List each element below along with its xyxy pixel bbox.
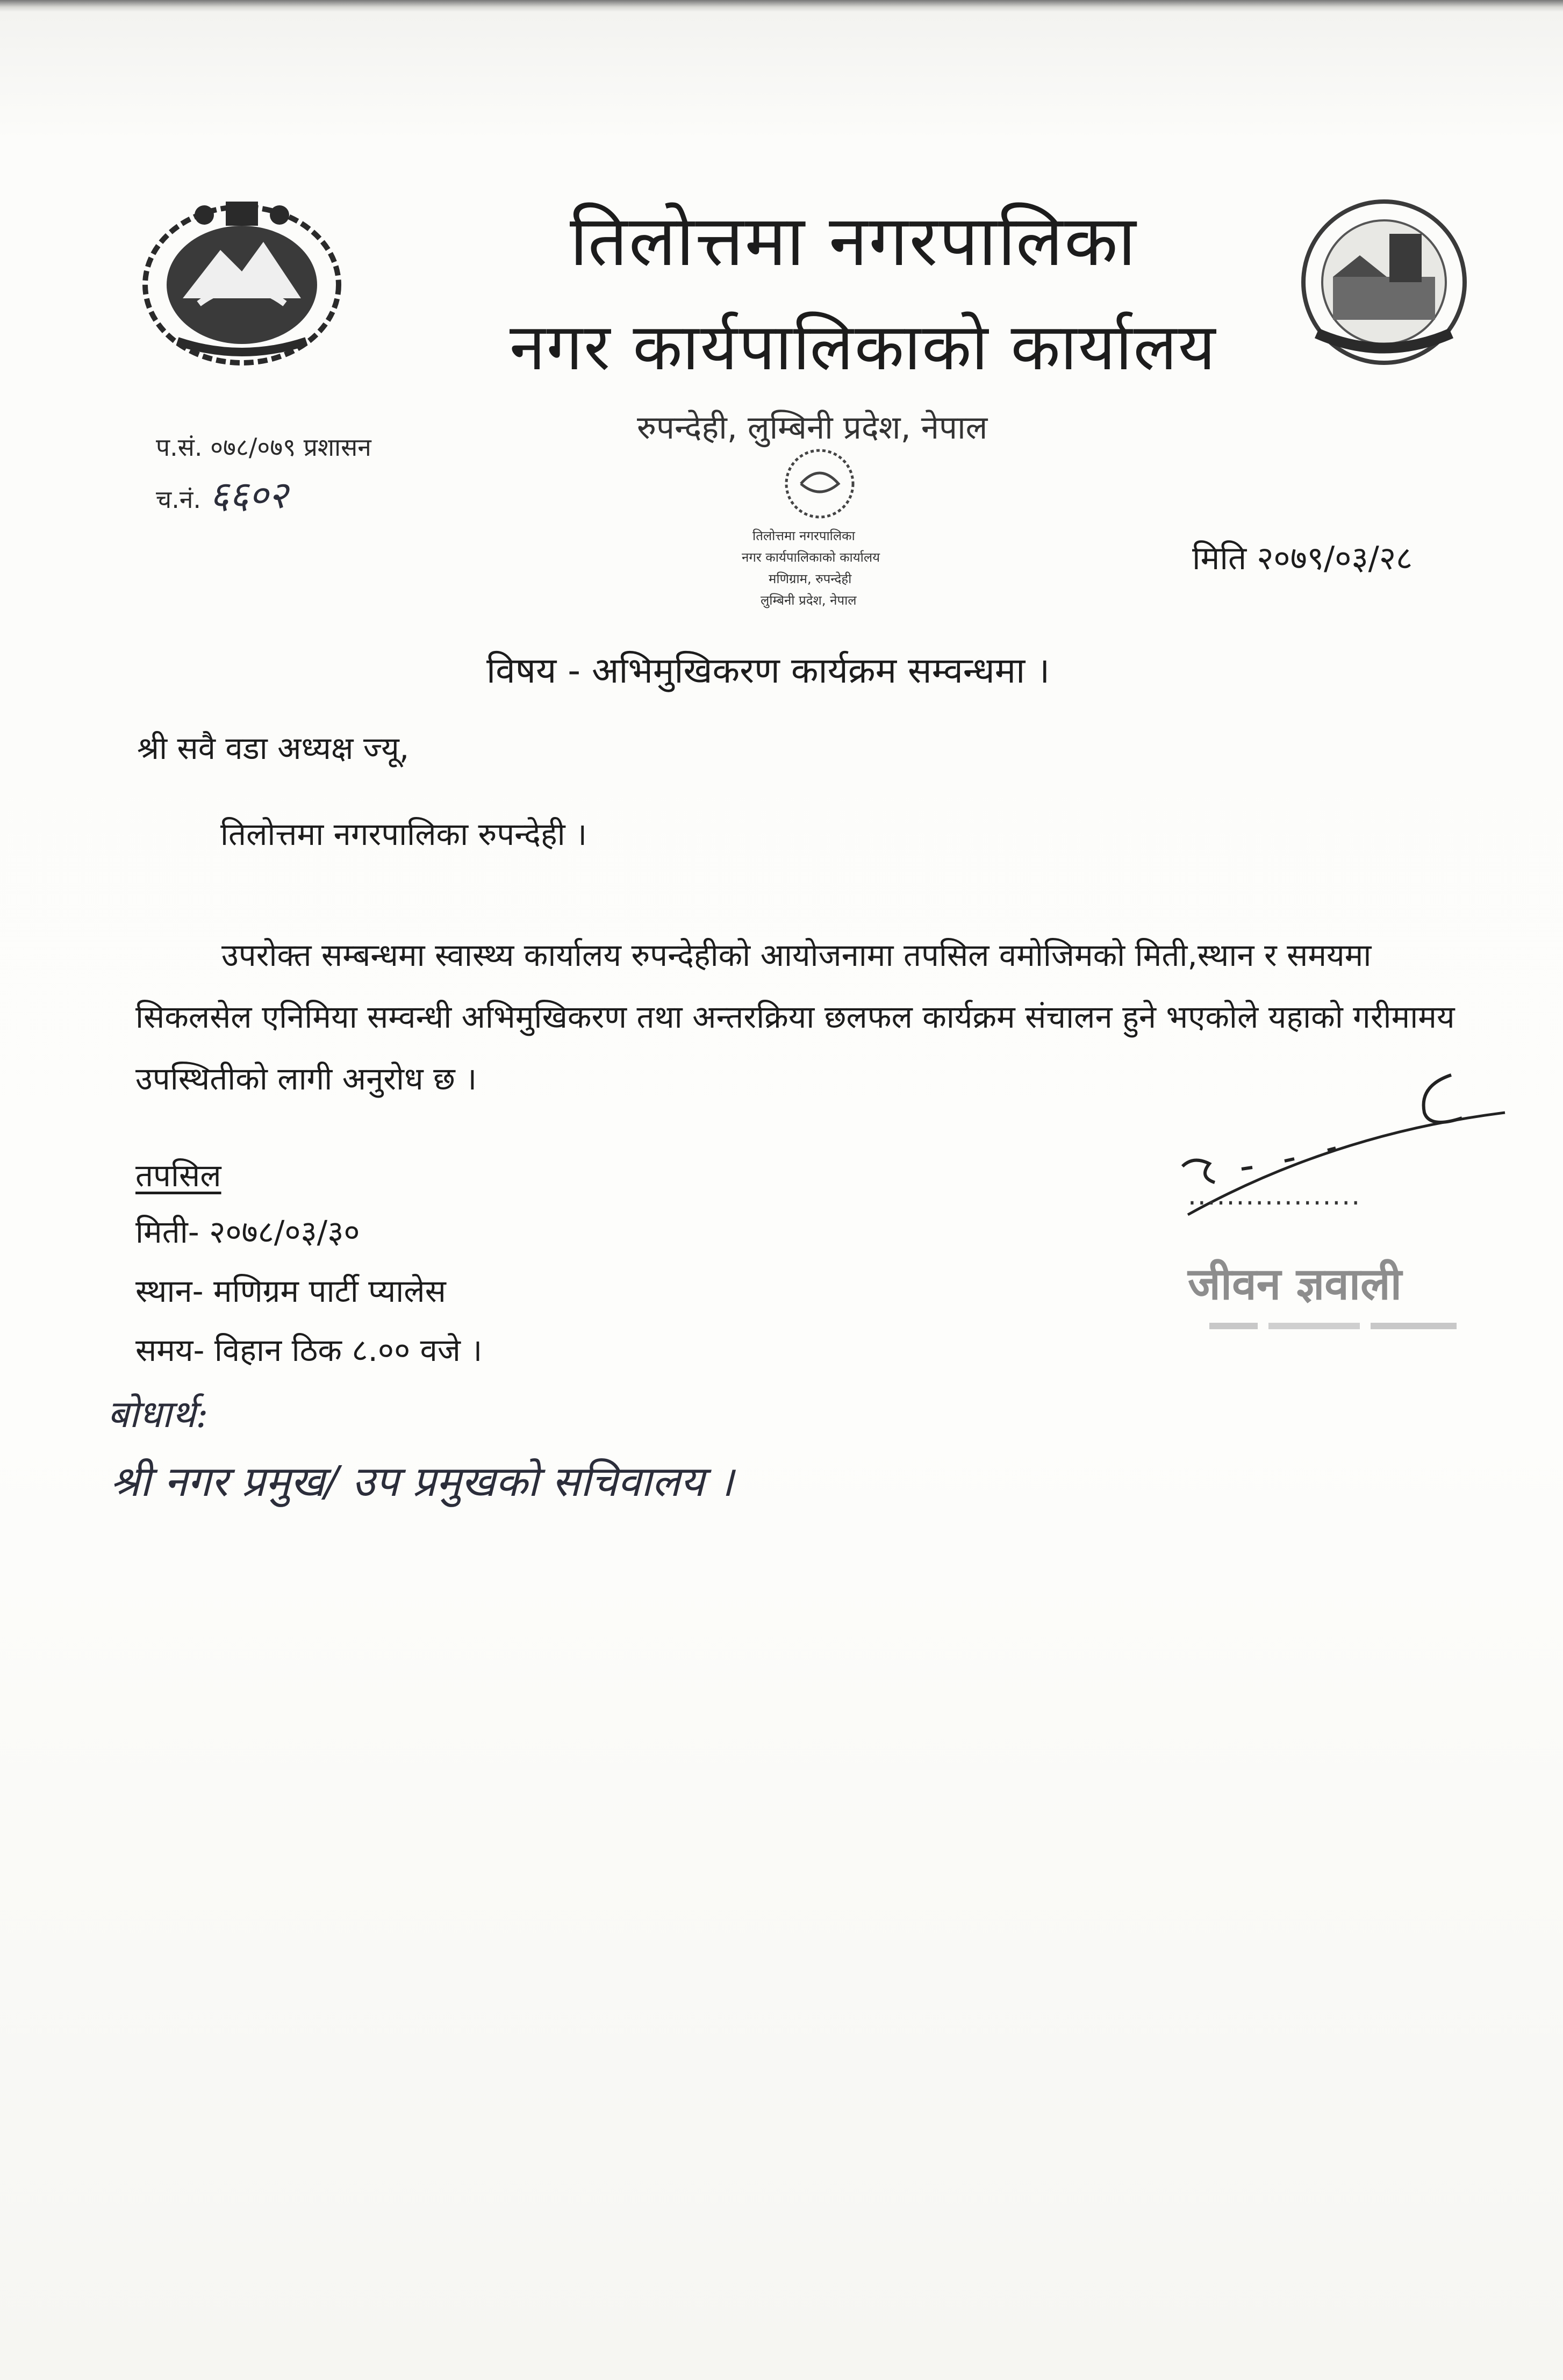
- office-stamp-icon: [720, 446, 924, 640]
- letterhead-address: रुपन्देही, लुम्बिनी प्रदेश, नेपाल: [637, 409, 988, 447]
- stamp-line4: लुम्बिनी प्रदेश, नेपाल: [761, 593, 857, 608]
- letter-date: मिति २०७९/०३/२८: [1192, 540, 1413, 577]
- chalani-number: ६६०२: [209, 473, 288, 517]
- recipient-line2: तिलोत्तमा नगरपालिका रुपन्देही ।: [220, 816, 587, 852]
- stamp-line1: तिलोत्तमा नगरपालिका: [752, 528, 855, 543]
- signature-dots: ..................: [1188, 1180, 1361, 1211]
- details-time: समय- विहान ठिक ८.०० वजे ।: [135, 1332, 483, 1368]
- chalani-label: च.नं.: [156, 485, 201, 514]
- details-heading: तपसिल: [135, 1157, 221, 1194]
- details-place: स्थान- मणिग्रम पार्टी प्यालेस: [135, 1273, 446, 1309]
- letterhead-title-line1: तिलोत्तमा नगरपालिका: [570, 200, 1137, 282]
- patra-sankhya: प.सं. ०७८/०७९ प्रशासन: [156, 433, 371, 462]
- tilottama-municipality-logo-icon: [1295, 196, 1473, 368]
- bodhartha-heading: बोधार्थ:: [107, 1392, 209, 1436]
- recipient-line1: श्री सवै वडा अध्यक्ष ज्यू,: [137, 730, 410, 766]
- subject-line: विषय - अभिमुखिकरण कार्यक्रम सम्वन्धमा ।: [486, 650, 1050, 691]
- stamp-line3: मणिग्राम, रुपन्देही: [769, 571, 852, 586]
- signer-title-smudge: [1209, 1320, 1462, 1332]
- signer-name-stamp: जीवन ज्ञवाली: [1188, 1259, 1402, 1310]
- chalani-number-line: [156, 468, 288, 519]
- scan-top-edge: [0, 0, 1563, 12]
- bodhartha-line: श्री नगर प्रमुख/ उप प्रमुखको सचिवालय ।: [110, 1458, 734, 1506]
- stamp-line2: नगर कार्यपालिकाको कार्यालय: [742, 550, 880, 565]
- signer-title-stamp: [1209, 1320, 1462, 1336]
- body-text: उपरोक्त सम्बन्धमा स्वास्थ्य कार्यालय रुपन्देहीको आयोजनामा तपसिल वमोजिमको मिती,स्थान र समयमा सिकलसेल एनिमिया सम्वन्धी अभिमुखिकरण तथा अन्तरक्रिया छलफल कार्यक्रम संचालन हुने भएकोले यहाको गरीमामय उपस्थितीको लागी अनुरोध छ ।: [135, 937, 1455, 1097]
- letterhead-title-line2: नगर कार्यपालिकाको कार्यालय: [510, 310, 1217, 385]
- details-date: मिती- २०७८/०३/३०: [135, 1214, 360, 1250]
- nepal-government-emblem-icon: [134, 191, 349, 368]
